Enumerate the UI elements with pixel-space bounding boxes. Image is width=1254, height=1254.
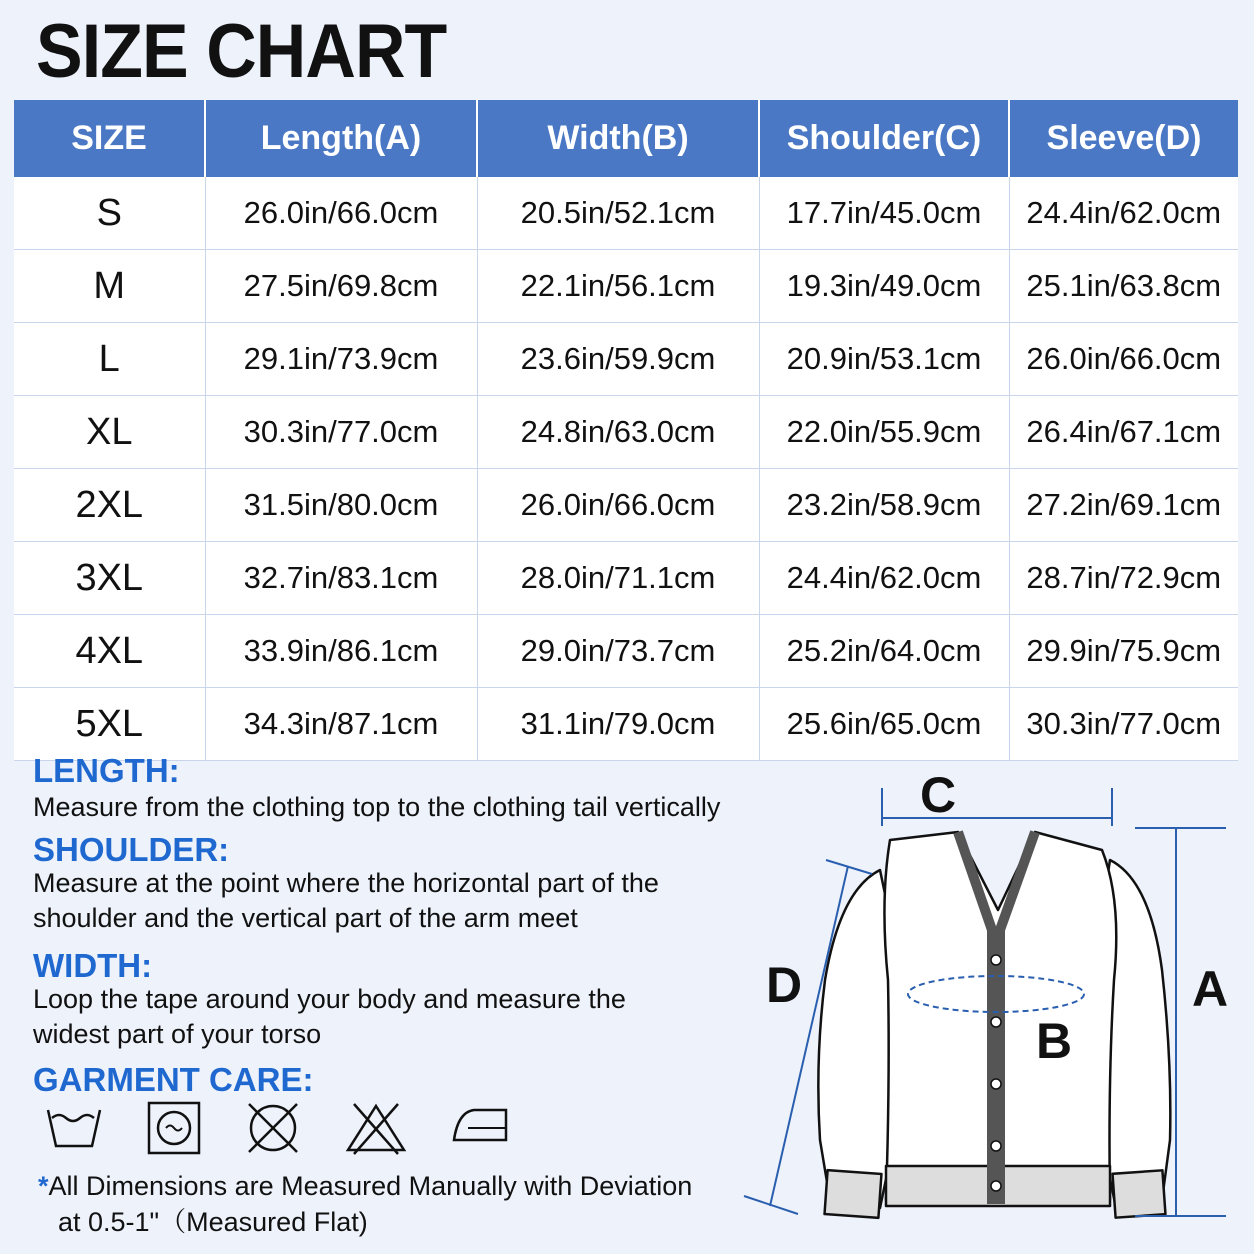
length-description: Measure from the clothing top to the clothing tail vertically bbox=[33, 792, 721, 822]
size-cell: XL bbox=[14, 396, 205, 469]
measurement-cell: 26.0in/66.0cm bbox=[1009, 323, 1238, 396]
measurement-cell: 23.2in/58.9cm bbox=[759, 469, 1009, 542]
measurement-cell: 20.9in/53.1cm bbox=[759, 323, 1009, 396]
label-c: C bbox=[920, 767, 957, 823]
measurement-cell: 20.5in/52.1cm bbox=[477, 177, 759, 250]
measurement-cell: 29.9in/75.9cm bbox=[1009, 615, 1238, 688]
measurement-cell: 29.0in/73.7cm bbox=[477, 615, 759, 688]
column-header: SIZE bbox=[14, 100, 205, 177]
measurement-cell: 26.0in/66.0cm bbox=[205, 177, 477, 250]
column-header: Width(B) bbox=[477, 100, 759, 177]
measurement-cell: 17.7in/45.0cm bbox=[759, 177, 1009, 250]
measurement-disclaimer bbox=[38, 1168, 692, 1240]
measurement-cell: 31.5in/80.0cm bbox=[205, 469, 477, 542]
iron-icon bbox=[450, 1100, 510, 1150]
table-header-row bbox=[14, 100, 1238, 177]
table-row bbox=[14, 542, 1238, 615]
width-heading: WIDTH: bbox=[33, 947, 153, 984]
page-title: SIZE CHART bbox=[36, 9, 447, 94]
size-cell: M bbox=[14, 250, 205, 323]
table-row bbox=[14, 469, 1238, 542]
measurement-cell: 30.3in/77.0cm bbox=[1009, 688, 1238, 761]
measurement-cell: 30.3in/77.0cm bbox=[205, 396, 477, 469]
column-header: Sleeve(D) bbox=[1009, 100, 1238, 177]
table-row bbox=[14, 250, 1238, 323]
size-cell: 4XL bbox=[14, 615, 205, 688]
measurement-cell: 28.0in/71.1cm bbox=[477, 542, 759, 615]
measurement-cell: 28.7in/72.9cm bbox=[1009, 542, 1238, 615]
column-header: Length(A) bbox=[205, 100, 477, 177]
measurement-cell: 26.0in/66.0cm bbox=[477, 469, 759, 542]
measurement-cell: 27.2in/69.1cm bbox=[1009, 469, 1238, 542]
measurement-cell: 29.1in/73.9cm bbox=[205, 323, 477, 396]
length-heading: LENGTH: bbox=[33, 752, 180, 789]
measurement-cell: 31.1in/79.0cm bbox=[477, 688, 759, 761]
measurement-cell: 22.1in/56.1cm bbox=[477, 250, 759, 323]
width-description-line1: Loop the tape around your body and measure the bbox=[33, 984, 626, 1014]
measurement-cell: 25.2in/64.0cm bbox=[759, 615, 1009, 688]
disclaimer-line2: at 0.5-1"（Measured Flat) bbox=[58, 1207, 368, 1237]
measurement-cell: 25.6in/65.0cm bbox=[759, 688, 1009, 761]
measurement-cell: 25.1in/63.8cm bbox=[1009, 250, 1238, 323]
label-d: D bbox=[766, 957, 803, 1013]
measurement-cell: 22.0in/55.9cm bbox=[759, 396, 1009, 469]
measurement-cell: 24.4in/62.0cm bbox=[1009, 177, 1238, 250]
width-description-line2: widest part of your torso bbox=[33, 1019, 322, 1049]
measurement-cell: 34.3in/87.1cm bbox=[205, 688, 477, 761]
size-cell: 2XL bbox=[14, 469, 205, 542]
column-header: Shoulder(C) bbox=[759, 100, 1009, 177]
table-row bbox=[14, 688, 1238, 761]
garment-care-heading: GARMENT CARE: bbox=[33, 1061, 314, 1098]
disclaimer-line1: All Dimensions are Measured Manually with Deviation bbox=[48, 1171, 693, 1201]
do-not-dry-clean-icon bbox=[244, 1100, 302, 1156]
table-row bbox=[14, 323, 1238, 396]
measurement-cell: 23.6in/59.9cm bbox=[477, 323, 759, 396]
label-a: A bbox=[1192, 961, 1229, 1017]
wash-basin-icon bbox=[44, 1100, 104, 1152]
measurement-cell: 24.8in/63.0cm bbox=[477, 396, 759, 469]
size-cell: 5XL bbox=[14, 688, 205, 761]
shoulder-heading: SHOULDER: bbox=[33, 831, 230, 868]
care-icons bbox=[44, 1100, 510, 1156]
measurement-cell: 33.9in/86.1cm bbox=[205, 615, 477, 688]
table-row bbox=[14, 177, 1238, 250]
cardigan-illustration bbox=[730, 760, 1230, 1240]
measurement-cell: 32.7in/83.1cm bbox=[205, 542, 477, 615]
measurement-cell: 26.4in/67.1cm bbox=[1009, 396, 1238, 469]
measurement-cell: 27.5in/69.8cm bbox=[205, 250, 477, 323]
do-not-bleach-icon bbox=[344, 1100, 408, 1156]
tumble-dry-icon bbox=[146, 1100, 202, 1156]
size-table bbox=[14, 100, 1238, 761]
measurement-cell: 24.4in/62.0cm bbox=[759, 542, 1009, 615]
size-cell: L bbox=[14, 323, 205, 396]
size-cell: S bbox=[14, 177, 205, 250]
label-b: B bbox=[1036, 1013, 1073, 1069]
measurement-cell: 19.3in/49.0cm bbox=[759, 250, 1009, 323]
cardigan-diagram bbox=[730, 760, 1230, 1245]
shoulder-description-line1: Measure at the point where the horizontal part of the bbox=[33, 868, 659, 898]
table-row bbox=[14, 396, 1238, 469]
size-cell: 3XL bbox=[14, 542, 205, 615]
shoulder-description-line2: shoulder and the vertical part of the arm meet bbox=[33, 903, 578, 933]
table-row bbox=[14, 615, 1238, 688]
disclaimer-star: * bbox=[38, 1171, 49, 1201]
